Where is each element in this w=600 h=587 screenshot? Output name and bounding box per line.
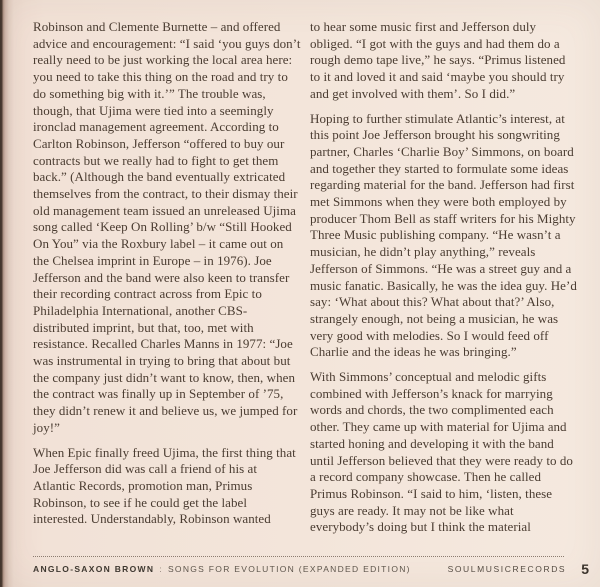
footer-separator: : (159, 564, 163, 574)
footer-divider (33, 556, 564, 557)
page-footer (33, 562, 589, 576)
text-column-right (310, 19, 578, 544)
text-column-left (33, 19, 301, 544)
page-content (33, 19, 579, 544)
footer-label-block (448, 562, 589, 576)
footer-album-title: SONGS FOR EVOLUTION (EXPANDED EDITION) (167, 564, 411, 574)
page-number: 5 (581, 561, 589, 577)
page-spine-shadow (0, 0, 24, 587)
paragraph: With Simmons’ conceptual and melodic gifts combined with Jefferson’s knack for marrying words and chords, the two complimented each other. They came up with material for Ujima and started honing and developing it with the band until Jefferson believed that they were ready to do a record company showcase. Then he called Primus Robinson. “I said to him, ‘listen, these guys are ready. It may not be like what everybody’s doing but I think the material (310, 369, 573, 535)
footer-release-info (33, 564, 411, 574)
footer-artist-name: ANGLO-SAXON BROWN (33, 564, 155, 574)
footer-record-label: SOULMUSICRECORDS (447, 564, 567, 574)
paragraph: to hear some music first and Jefferson duly obliged. “I got with the guys and had them do a rough demo tape live,” he says. “Primus listened to it and loved it and said ‘maybe you should try and get involved with them’. So I did.” (310, 19, 566, 101)
paragraph: Robinson and Clemente Burnette – and offered advice and encouragement: “I said ‘you guys don’t really need to be just working the local area here: you need to take this thing on the road and try to do something big with it.’” The trouble was, though, that Ujima were tied into a seemingly ironclad management agreement. According to Carlton Robinson, Jefferson “offered to buy our contracts but we really had to fight to get them back.” (Although the band eventually extricated themselves from the contract, to their dismay their old management team issued an unreleased Ujima song called ‘Keep On Rolling’ b/w “Still Hooked On You” via the Roxbury label – it came out on the Chelsea imprint in Europe – in 1976). Joe Jefferson and the band were also keen to transfer their recording contract across from Epic to Philadelphia International, another CBS-distributed imprint, but that, too, met with resistance. Recalled Charles Manns in 1977: “Joe was instrumental in trying to bring that about but the company just didn’t want to know, then, when the contract was finally up in September of ’75, they didn’t renew it and believe us, we jumped for joy!” (33, 19, 301, 435)
paragraph: When Epic finally freed Ujima, the first thing that Joe Jefferson did was call a friend of his at Atlantic Records, promotion man, Primus Robinson, to see if he could get the label interested. Understandably, Robinson wanted (33, 444, 296, 527)
paragraph: Hoping to further stimulate Atlantic’s interest, at this point Joe Jefferson brought his songwriting partner, Charles ‘Charlie Boy’ Simmons, on board and together they started to formulate some ideas regarding material for the band. Jefferson had first met Simmons when they were both employed by producer Thom Bell as staff writers for his Mighty Three Music publishing company. “He wasn’t a musician, he didn’t play anything,” reveals Jefferson of Simmons. “He was a street guy and a music fanatic. Basically, he was the idea guy. He’d say: ‘What about this? What about that?’ Also, strangely enough, not being a musician, he was very good with melodies. So I would feed off Charlie and the ideas he was bringing.” (310, 110, 577, 360)
